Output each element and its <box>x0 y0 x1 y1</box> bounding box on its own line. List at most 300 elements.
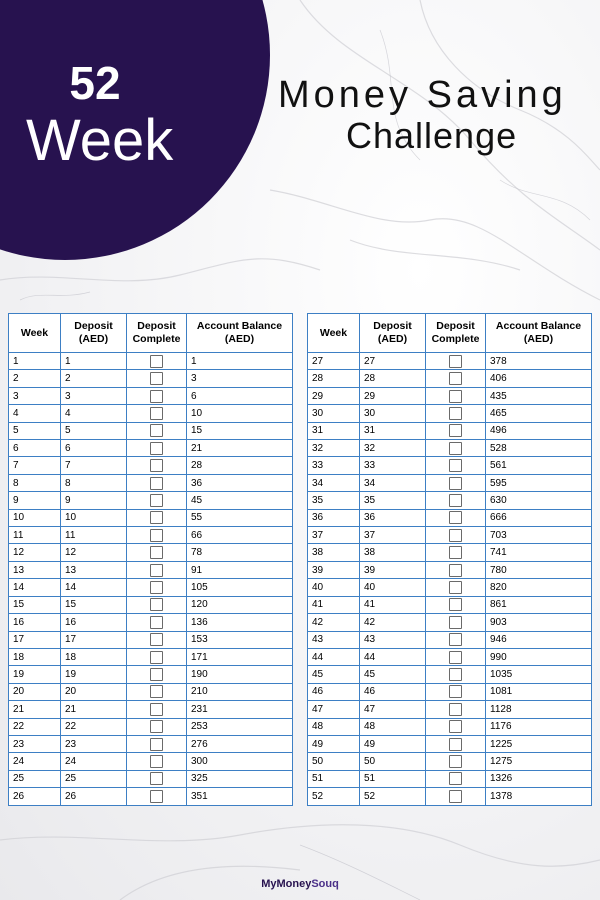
balance-cell: 820 <box>486 579 592 596</box>
week-cell: 4 <box>9 405 61 422</box>
deposit-complete-cell <box>426 544 486 561</box>
deposit-cell: 16 <box>61 614 127 631</box>
table-row <box>308 770 592 787</box>
deposit-complete-checkbox[interactable] <box>150 494 163 507</box>
deposit-complete-checkbox[interactable] <box>150 651 163 664</box>
table-row <box>308 527 592 544</box>
table-row <box>308 683 592 700</box>
table-row <box>9 701 293 718</box>
deposit-cell: 43 <box>360 631 426 648</box>
table-row <box>308 405 592 422</box>
week-cell: 7 <box>9 457 61 474</box>
deposit-complete-cell <box>127 701 187 718</box>
deposit-complete-cell <box>127 631 187 648</box>
deposit-cell: 9 <box>61 492 127 509</box>
table-body-left <box>9 353 293 806</box>
deposit-complete-cell <box>127 596 187 613</box>
deposit-complete-checkbox[interactable] <box>150 390 163 403</box>
deposit-complete-checkbox[interactable] <box>449 390 462 403</box>
balance-cell: 406 <box>486 370 592 387</box>
deposit-complete-checkbox[interactable] <box>150 529 163 542</box>
balance-cell: 703 <box>486 527 592 544</box>
week-cell: 33 <box>308 457 360 474</box>
deposit-complete-checkbox[interactable] <box>150 581 163 594</box>
deposit-complete-cell <box>127 735 187 752</box>
balance-cell: 36 <box>187 474 293 491</box>
deposit-cell: 35 <box>360 492 426 509</box>
deposit-cell: 29 <box>360 387 426 404</box>
deposit-complete-checkbox[interactable] <box>449 477 462 490</box>
header-week: Week <box>9 314 61 353</box>
deposit-cell: 48 <box>360 718 426 735</box>
balance-cell: 946 <box>486 631 592 648</box>
deposit-cell: 38 <box>360 544 426 561</box>
deposit-complete-checkbox[interactable] <box>150 477 163 490</box>
deposit-complete-cell <box>127 405 187 422</box>
deposit-complete-cell <box>127 387 187 404</box>
week-cell: 2 <box>9 370 61 387</box>
deposit-complete-cell <box>426 666 486 683</box>
week-cell: 12 <box>9 544 61 561</box>
table-row <box>9 631 293 648</box>
deposit-complete-cell <box>426 579 486 596</box>
header-deposit-complete: Deposit Complete <box>426 314 486 353</box>
deposit-complete-checkbox[interactable] <box>150 668 163 681</box>
deposit-complete-cell <box>127 474 187 491</box>
deposit-complete-cell <box>426 735 486 752</box>
table-row <box>308 788 592 805</box>
week-cell: 47 <box>308 701 360 718</box>
deposit-complete-cell <box>127 666 187 683</box>
deposit-complete-checkbox[interactable] <box>449 790 462 803</box>
deposit-complete-cell <box>426 753 486 770</box>
deposit-complete-checkbox[interactable] <box>449 407 462 420</box>
deposit-cell: 40 <box>360 579 426 596</box>
title-line-1: Money Saving <box>278 74 567 116</box>
deposit-complete-checkbox[interactable] <box>150 720 163 733</box>
deposit-cell: 24 <box>61 753 127 770</box>
balance-cell: 231 <box>187 701 293 718</box>
balance-cell: 666 <box>486 509 592 526</box>
deposit-cell: 26 <box>61 788 127 805</box>
deposit-cell: 47 <box>360 701 426 718</box>
deposit-complete-cell <box>426 474 486 491</box>
week-cell: 8 <box>9 474 61 491</box>
table-row <box>308 474 592 491</box>
balance-cell: 1 <box>187 353 293 370</box>
deposit-cell: 45 <box>360 666 426 683</box>
deposit-cell: 3 <box>61 387 127 404</box>
table-row <box>308 614 592 631</box>
table-row <box>308 666 592 683</box>
deposit-complete-cell <box>426 701 486 718</box>
deposit-complete-cell <box>426 387 486 404</box>
balance-cell: 1176 <box>486 718 592 735</box>
deposit-complete-cell <box>426 405 486 422</box>
week-cell: 6 <box>9 440 61 457</box>
deposit-complete-checkbox[interactable] <box>150 755 163 768</box>
header-deposit: Deposit (AED) <box>61 314 127 353</box>
table-row <box>308 457 592 474</box>
deposit-cell: 15 <box>61 596 127 613</box>
table-row <box>9 561 293 578</box>
deposit-complete-checkbox[interactable] <box>150 790 163 803</box>
deposit-complete-checkbox[interactable] <box>449 616 462 629</box>
header-account-balance: Account Balance (AED) <box>486 314 592 353</box>
deposit-complete-checkbox[interactable] <box>449 738 462 751</box>
deposit-cell: 12 <box>61 544 127 561</box>
table-row <box>308 753 592 770</box>
deposit-complete-checkbox[interactable] <box>150 546 163 559</box>
week-cell: 20 <box>9 683 61 700</box>
table-row <box>9 457 293 474</box>
table-row <box>9 527 293 544</box>
deposit-complete-cell <box>426 596 486 613</box>
balance-cell: 741 <box>486 544 592 561</box>
balance-cell: 300 <box>187 753 293 770</box>
deposit-complete-cell <box>127 614 187 631</box>
deposit-complete-cell <box>426 422 486 439</box>
balance-cell: 990 <box>486 648 592 665</box>
deposit-cell: 4 <box>61 405 127 422</box>
week-cell: 17 <box>9 631 61 648</box>
deposit-cell: 52 <box>360 788 426 805</box>
deposit-cell: 50 <box>360 753 426 770</box>
challenge-week-word: Week <box>26 108 174 173</box>
header-account-balance: Account Balance (AED) <box>187 314 293 353</box>
balance-cell: 325 <box>187 770 293 787</box>
week-cell: 21 <box>9 701 61 718</box>
week-cell: 23 <box>9 735 61 752</box>
week-cell: 14 <box>9 579 61 596</box>
week-cell: 22 <box>9 718 61 735</box>
week-cell: 43 <box>308 631 360 648</box>
deposit-complete-checkbox[interactable] <box>150 598 163 611</box>
table-row <box>9 422 293 439</box>
balance-cell: 120 <box>187 596 293 613</box>
deposit-complete-checkbox[interactable] <box>449 459 462 472</box>
deposit-complete-cell <box>127 788 187 805</box>
week-cell: 3 <box>9 387 61 404</box>
deposit-complete-cell <box>426 683 486 700</box>
deposit-complete-checkbox[interactable] <box>449 581 462 594</box>
balance-cell: 55 <box>187 509 293 526</box>
deposit-complete-cell <box>426 509 486 526</box>
deposit-complete-cell <box>127 422 187 439</box>
table-header-row <box>9 314 293 353</box>
deposit-cell: 34 <box>360 474 426 491</box>
header-deposit-complete: Deposit Complete <box>127 314 187 353</box>
table-row <box>9 353 293 370</box>
week-cell: 15 <box>9 596 61 613</box>
table-row <box>308 718 592 735</box>
table-row <box>9 509 293 526</box>
balance-cell: 3 <box>187 370 293 387</box>
week-cell: 13 <box>9 561 61 578</box>
deposit-complete-cell <box>426 492 486 509</box>
deposit-complete-cell <box>127 440 187 457</box>
week-cell: 26 <box>9 788 61 805</box>
deposit-cell: 7 <box>61 457 127 474</box>
deposit-complete-cell <box>426 770 486 787</box>
deposit-cell: 42 <box>360 614 426 631</box>
week-cell: 35 <box>308 492 360 509</box>
deposit-cell: 10 <box>61 509 127 526</box>
deposit-complete-checkbox[interactable] <box>150 633 163 646</box>
deposit-complete-checkbox[interactable] <box>449 442 462 455</box>
deposit-cell: 31 <box>360 422 426 439</box>
deposit-cell: 2 <box>61 370 127 387</box>
deposit-complete-checkbox[interactable] <box>449 372 462 385</box>
deposit-cell: 46 <box>360 683 426 700</box>
week-cell: 31 <box>308 422 360 439</box>
deposit-complete-checkbox[interactable] <box>150 355 163 368</box>
deposit-complete-checkbox[interactable] <box>150 511 163 524</box>
balance-cell: 253 <box>187 718 293 735</box>
deposit-cell: 23 <box>61 735 127 752</box>
week-cell: 50 <box>308 753 360 770</box>
table-header-row <box>308 314 592 353</box>
deposit-complete-checkbox[interactable] <box>150 685 163 698</box>
deposit-complete-cell <box>127 527 187 544</box>
week-cell: 49 <box>308 735 360 752</box>
week-cell: 52 <box>308 788 360 805</box>
balance-cell: 210 <box>187 683 293 700</box>
deposit-complete-checkbox[interactable] <box>449 355 462 368</box>
week-cell: 36 <box>308 509 360 526</box>
deposit-cell: 5 <box>61 422 127 439</box>
table-row <box>9 666 293 683</box>
deposit-complete-checkbox[interactable] <box>150 407 163 420</box>
deposit-complete-cell <box>127 561 187 578</box>
deposit-complete-cell <box>127 648 187 665</box>
week-cell: 44 <box>308 648 360 665</box>
balance-cell: 10 <box>187 405 293 422</box>
deposit-cell: 6 <box>61 440 127 457</box>
balance-cell: 595 <box>486 474 592 491</box>
deposit-complete-cell <box>426 788 486 805</box>
table-row <box>9 788 293 805</box>
table-row <box>9 648 293 665</box>
table-row <box>9 753 293 770</box>
week-cell: 34 <box>308 474 360 491</box>
deposit-complete-cell <box>127 544 187 561</box>
deposit-complete-checkbox[interactable] <box>449 685 462 698</box>
balance-cell: 1225 <box>486 735 592 752</box>
deposit-cell: 49 <box>360 735 426 752</box>
balance-cell: 1378 <box>486 788 592 805</box>
deposit-cell: 11 <box>61 527 127 544</box>
deposit-complete-cell <box>426 614 486 631</box>
deposit-complete-checkbox[interactable] <box>150 459 163 472</box>
balance-cell: 171 <box>187 648 293 665</box>
deposit-complete-checkbox[interactable] <box>150 616 163 629</box>
deposit-complete-checkbox[interactable] <box>150 372 163 385</box>
deposit-complete-cell <box>426 561 486 578</box>
week-cell: 39 <box>308 561 360 578</box>
deposit-complete-checkbox[interactable] <box>449 511 462 524</box>
week-cell: 51 <box>308 770 360 787</box>
balance-cell: 528 <box>486 440 592 457</box>
deposit-complete-checkbox[interactable] <box>449 494 462 507</box>
deposit-cell: 27 <box>360 353 426 370</box>
deposit-cell: 30 <box>360 405 426 422</box>
balance-cell: 861 <box>486 596 592 613</box>
deposit-complete-cell <box>426 631 486 648</box>
deposit-complete-checkbox[interactable] <box>150 424 163 437</box>
week-cell: 11 <box>9 527 61 544</box>
balance-cell: 630 <box>486 492 592 509</box>
deposit-complete-cell <box>127 683 187 700</box>
balance-cell: 66 <box>187 527 293 544</box>
balance-cell: 28 <box>187 457 293 474</box>
deposit-cell: 21 <box>61 701 127 718</box>
deposit-complete-cell <box>127 353 187 370</box>
deposit-complete-checkbox[interactable] <box>449 651 462 664</box>
table-row <box>9 735 293 752</box>
balance-cell: 21 <box>187 440 293 457</box>
deposit-complete-cell <box>426 457 486 474</box>
deposit-cell: 36 <box>360 509 426 526</box>
table-row <box>308 579 592 596</box>
balance-cell: 1081 <box>486 683 592 700</box>
deposit-complete-cell <box>426 648 486 665</box>
balance-cell: 465 <box>486 405 592 422</box>
week-cell: 42 <box>308 614 360 631</box>
deposit-complete-cell <box>127 370 187 387</box>
balance-cell: 276 <box>187 735 293 752</box>
deposit-complete-cell <box>127 718 187 735</box>
week-cell: 29 <box>308 387 360 404</box>
deposit-cell: 37 <box>360 527 426 544</box>
deposit-complete-checkbox[interactable] <box>449 529 462 542</box>
balance-cell: 190 <box>187 666 293 683</box>
deposit-cell: 25 <box>61 770 127 787</box>
deposit-cell: 51 <box>360 770 426 787</box>
deposit-complete-cell <box>127 753 187 770</box>
savings-table-left <box>8 313 293 806</box>
deposit-complete-cell <box>426 353 486 370</box>
balance-cell: 91 <box>187 561 293 578</box>
deposit-cell: 17 <box>61 631 127 648</box>
deposit-complete-cell <box>127 509 187 526</box>
balance-cell: 1326 <box>486 770 592 787</box>
balance-cell: 1275 <box>486 753 592 770</box>
deposit-complete-checkbox[interactable] <box>449 668 462 681</box>
deposit-complete-checkbox[interactable] <box>449 598 462 611</box>
balance-cell: 136 <box>187 614 293 631</box>
table-row <box>308 701 592 718</box>
table-body-right <box>308 353 592 806</box>
deposit-complete-cell <box>426 718 486 735</box>
week-cell: 1 <box>9 353 61 370</box>
table-row <box>308 440 592 457</box>
week-cell: 40 <box>308 579 360 596</box>
week-cell: 16 <box>9 614 61 631</box>
table-row <box>9 770 293 787</box>
deposit-complete-checkbox[interactable] <box>449 633 462 646</box>
deposit-complete-checkbox[interactable] <box>449 772 462 785</box>
deposit-complete-checkbox[interactable] <box>150 442 163 455</box>
deposit-complete-checkbox[interactable] <box>449 703 462 716</box>
week-cell: 9 <box>9 492 61 509</box>
deposit-complete-cell <box>426 527 486 544</box>
deposit-cell: 1 <box>61 353 127 370</box>
balance-cell: 105 <box>187 579 293 596</box>
balance-cell: 153 <box>187 631 293 648</box>
header-deposit: Deposit (AED) <box>360 314 426 353</box>
deposit-cell: 32 <box>360 440 426 457</box>
savings-table-right <box>307 313 592 806</box>
deposit-cell: 19 <box>61 666 127 683</box>
deposit-complete-checkbox[interactable] <box>449 755 462 768</box>
week-cell: 19 <box>9 666 61 683</box>
deposit-complete-checkbox[interactable] <box>150 772 163 785</box>
balance-cell: 15 <box>187 422 293 439</box>
balance-cell: 1128 <box>486 701 592 718</box>
table-row <box>308 648 592 665</box>
table-row <box>9 544 293 561</box>
balance-cell: 435 <box>486 387 592 404</box>
deposit-complete-checkbox[interactable] <box>150 564 163 577</box>
header-week: Week <box>308 314 360 353</box>
balance-cell: 1035 <box>486 666 592 683</box>
deposit-cell: 33 <box>360 457 426 474</box>
deposit-cell: 14 <box>61 579 127 596</box>
deposit-complete-cell <box>127 770 187 787</box>
balance-cell: 780 <box>486 561 592 578</box>
deposit-cell: 39 <box>360 561 426 578</box>
table-row <box>308 631 592 648</box>
balance-cell: 6 <box>187 387 293 404</box>
week-cell: 24 <box>9 753 61 770</box>
deposit-complete-cell <box>127 457 187 474</box>
table-row <box>308 370 592 387</box>
week-cell: 5 <box>9 422 61 439</box>
week-cell: 30 <box>308 405 360 422</box>
table-row <box>9 387 293 404</box>
deposit-complete-checkbox[interactable] <box>150 703 163 716</box>
deposit-complete-checkbox[interactable] <box>449 564 462 577</box>
week-cell: 25 <box>9 770 61 787</box>
deposit-complete-cell <box>127 579 187 596</box>
table-row <box>9 440 293 457</box>
deposit-complete-checkbox[interactable] <box>449 546 462 559</box>
table-row <box>9 370 293 387</box>
week-cell: 32 <box>308 440 360 457</box>
table-row <box>308 561 592 578</box>
deposit-cell: 20 <box>61 683 127 700</box>
table-row <box>9 579 293 596</box>
week-cell: 38 <box>308 544 360 561</box>
deposit-complete-checkbox[interactable] <box>449 424 462 437</box>
table-row <box>9 683 293 700</box>
deposit-complete-cell <box>127 492 187 509</box>
deposit-cell: 22 <box>61 718 127 735</box>
deposit-complete-checkbox[interactable] <box>150 738 163 751</box>
week-cell: 18 <box>9 648 61 665</box>
week-cell: 46 <box>308 683 360 700</box>
week-cell: 41 <box>308 596 360 613</box>
deposit-cell: 44 <box>360 648 426 665</box>
balance-cell: 903 <box>486 614 592 631</box>
week-cell: 48 <box>308 718 360 735</box>
table-row <box>9 492 293 509</box>
title-line-2: Challenge <box>346 115 518 156</box>
deposit-complete-checkbox[interactable] <box>449 720 462 733</box>
table-row <box>9 614 293 631</box>
balance-cell: 45 <box>187 492 293 509</box>
